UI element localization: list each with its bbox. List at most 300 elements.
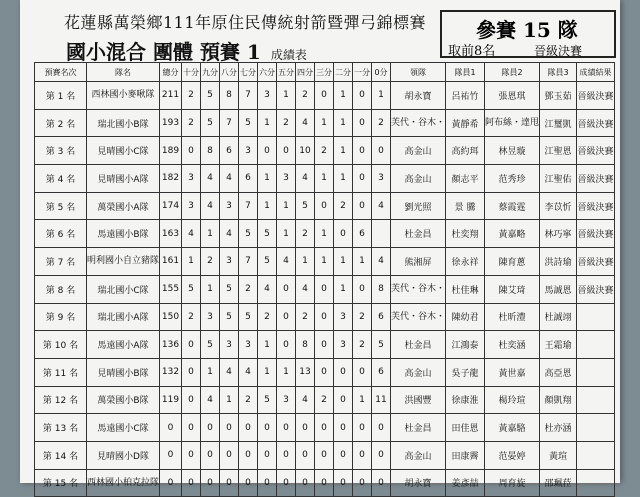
team-count-box (440, 10, 616, 58)
score-cell: 8 (372, 275, 391, 303)
column-header: 二分 (334, 63, 353, 82)
member3-cell: 鄧玉茹 (540, 82, 577, 110)
results-sheet (20, 0, 620, 490)
rank-cell: 第 9 名 (35, 303, 87, 331)
score-cell: 0 (258, 414, 277, 442)
score-cell: 6 (220, 137, 239, 165)
score-cell: 0 (201, 441, 220, 469)
member3-cell: 江璽凱 (540, 109, 577, 137)
score-cell: 3 (372, 165, 391, 193)
table-row (35, 386, 615, 414)
team-cell: 見晴國小B隊 (87, 358, 160, 386)
member2-cell: 范晏婷 (485, 441, 540, 469)
table-row (35, 441, 615, 469)
score-cell: 0 (277, 137, 296, 165)
leader-cell: 洪國豐 (391, 386, 446, 414)
team-count: 參賽 15 隊 (476, 18, 578, 42)
score-cell: 0 (372, 441, 391, 469)
team-cell: 萬榮國小B隊 (87, 386, 160, 414)
division-label: 國小混合 團體 預賽 1 (66, 40, 261, 64)
team-cell: 明利國小自立豬隊 (87, 248, 160, 276)
score-cell: 0 (277, 441, 296, 469)
leader-cell: 胡永寶 (391, 469, 446, 497)
column-header: 七分 (239, 63, 258, 82)
member1-cell: 顏志平 (446, 165, 485, 193)
total-cell: 189 (160, 137, 182, 165)
member1-cell: 吳子龍 (446, 358, 485, 386)
score-cell: 11 (372, 386, 391, 414)
leader-cell: 杜金昌 (391, 220, 446, 248)
score-cell: 4 (296, 275, 315, 303)
score-cell: 1 (258, 331, 277, 359)
member3-cell: 馬誠恩 (540, 275, 577, 303)
member3-cell: 江聖佑 (540, 165, 577, 193)
score-cell: 0 (277, 275, 296, 303)
score-cell: 5 (201, 82, 220, 110)
score-cell: 4 (182, 220, 201, 248)
member3-cell: 江聖恩 (540, 137, 577, 165)
column-header: 0分 (372, 63, 391, 82)
score-cell: 5 (258, 386, 277, 414)
score-cell: 0 (315, 82, 334, 110)
total-cell: 163 (160, 220, 182, 248)
score-cell: 0 (220, 469, 239, 497)
score-cell: 0 (182, 441, 201, 469)
table-row (35, 82, 615, 110)
score-cell: 0 (182, 414, 201, 442)
score-cell: 1 (220, 386, 239, 414)
score-cell: 5 (372, 331, 391, 359)
score-cell: 0 (315, 414, 334, 442)
result-cell: 晉級決賽 (577, 192, 615, 220)
score-cell: 3 (182, 192, 201, 220)
score-cell: 3 (182, 165, 201, 193)
score-cell: 2 (353, 303, 372, 331)
score-cell: 0 (315, 358, 334, 386)
leader-cell: 熊湘屏 (391, 248, 446, 276)
table-row (35, 331, 615, 359)
score-cell: 5 (239, 109, 258, 137)
score-cell: 4 (372, 192, 391, 220)
rank-cell: 第 2 名 (35, 109, 87, 137)
score-cell: 0 (239, 414, 258, 442)
score-cell: 1 (334, 109, 353, 137)
rank-cell: 第 15 名 (35, 469, 87, 497)
score-cell: 4 (201, 386, 220, 414)
score-cell: 0 (315, 331, 334, 359)
score-cell: 3 (239, 331, 258, 359)
score-cell: 8 (201, 137, 220, 165)
member1-cell: 高約珥 (446, 137, 485, 165)
score-cell: 2 (182, 82, 201, 110)
score-cell: 5 (201, 331, 220, 359)
member2-cell: 林昱璇 (485, 137, 540, 165)
member2-cell: 杜昕澧 (485, 303, 540, 331)
rank-cell: 第 14 名 (35, 441, 87, 469)
member2-cell: 黃嘉駱 (485, 414, 540, 442)
total-cell: 132 (160, 358, 182, 386)
result-cell (577, 303, 615, 331)
member2-cell: 阿布絲・達甩 (485, 109, 540, 137)
division-title (66, 36, 307, 65)
score-cell: 2 (372, 109, 391, 137)
score-cell: 0 (353, 165, 372, 193)
table-row (35, 109, 615, 137)
score-cell: 0 (201, 414, 220, 442)
score-cell: 6 (372, 358, 391, 386)
member2-cell: 范秀珍 (485, 165, 540, 193)
rank-cell: 第 5 名 (35, 192, 87, 220)
total-cell: 193 (160, 109, 182, 137)
total-cell: 211 (160, 82, 182, 110)
score-cell: 1 (334, 248, 353, 276)
member3-cell: 李苡忻 (540, 192, 577, 220)
column-header: 三分 (315, 63, 334, 82)
score-cell: 1 (315, 248, 334, 276)
score-cell: 5 (239, 220, 258, 248)
team-cell: 馬遠國小C隊 (87, 414, 160, 442)
column-header: 成績結果 (577, 63, 615, 82)
results-table (34, 62, 615, 497)
total-cell: 150 (160, 303, 182, 331)
team-cell: 見晴國小C隊 (87, 137, 160, 165)
score-cell: 0 (296, 414, 315, 442)
score-cell: 7 (220, 109, 239, 137)
event-title: 花蓮縣萬榮鄉111年原住民傳統射箭暨彈弓錦標賽 (64, 13, 427, 32)
score-cell: 0 (296, 441, 315, 469)
score-cell: 4 (220, 165, 239, 193)
score-cell: 2 (315, 386, 334, 414)
score-cell: 2 (182, 303, 201, 331)
header-row (35, 63, 615, 82)
team-cell: 見晴國小D隊 (87, 441, 160, 469)
score-cell: 5 (258, 220, 277, 248)
leader-cell: 杜金昌 (391, 331, 446, 359)
column-header: 隊員3 (540, 63, 577, 82)
score-cell: 0 (220, 441, 239, 469)
score-cell: 2 (239, 275, 258, 303)
score-cell: 0 (315, 441, 334, 469)
member3-cell: 杜誠翊 (540, 303, 577, 331)
member1-cell: 景 騰 (446, 192, 485, 220)
score-cell: 0 (258, 441, 277, 469)
member1-cell: 陳幼君 (446, 303, 485, 331)
score-cell: 0 (334, 414, 353, 442)
score-cell: 10 (296, 137, 315, 165)
score-cell: 8 (220, 82, 239, 110)
score-cell: 1 (353, 248, 372, 276)
score-cell: 0 (372, 414, 391, 442)
score-cell: 0 (182, 331, 201, 359)
score-cell: 0 (182, 386, 201, 414)
column-header: 十分 (182, 63, 201, 82)
results-label: 成績表 (270, 48, 307, 62)
score-cell: 4 (277, 248, 296, 276)
total-cell: 0 (160, 469, 182, 497)
member1-cell: 江鴻泰 (446, 331, 485, 359)
score-cell: 5 (201, 109, 220, 137)
score-cell: 0 (353, 441, 372, 469)
team-cell: 西林國小麥啾隊 (87, 82, 160, 110)
score-cell: 2 (334, 192, 353, 220)
member2-cell: 周育旋 (485, 469, 540, 497)
rank-cell: 第 11 名 (35, 358, 87, 386)
rank-cell: 第 4 名 (35, 165, 87, 193)
rank-cell: 第 7 名 (35, 248, 87, 276)
score-cell: 3 (277, 386, 296, 414)
score-cell: 3 (201, 303, 220, 331)
score-cell: 1 (277, 82, 296, 110)
member1-cell: 呂祐竹 (446, 82, 485, 110)
score-cell: 4 (201, 165, 220, 193)
score-cell: 3 (277, 165, 296, 193)
score-cell: 4 (258, 275, 277, 303)
table-row (35, 358, 615, 386)
leader-cell: 胡永寶 (391, 82, 446, 110)
score-cell: 1 (334, 165, 353, 193)
table-row (35, 192, 615, 220)
team-cell: 見晴國小A隊 (87, 165, 160, 193)
total-cell: 119 (160, 386, 182, 414)
score-cell: 4 (239, 358, 258, 386)
member1-cell: 徐康淮 (446, 386, 485, 414)
rank-cell: 第 12 名 (35, 386, 87, 414)
total-cell: 174 (160, 192, 182, 220)
member1-cell: 田康霽 (446, 441, 485, 469)
table-row (35, 220, 615, 248)
total-cell: 155 (160, 275, 182, 303)
score-cell: 0 (353, 414, 372, 442)
score-cell: 0 (277, 469, 296, 497)
score-cell: 0 (334, 441, 353, 469)
score-cell: 1 (334, 275, 353, 303)
table-row (35, 165, 615, 193)
score-cell: 0 (315, 303, 334, 331)
score-cell: 3 (220, 192, 239, 220)
column-header: 一分 (353, 63, 372, 82)
score-cell: 1 (315, 109, 334, 137)
column-header: 預賽名次 (35, 63, 87, 82)
total-cell: 182 (160, 165, 182, 193)
member1-cell: 黃靜希 (446, 109, 485, 137)
member2-cell: 陳育蔥 (485, 248, 540, 276)
column-header: 五分 (277, 63, 296, 82)
result-cell: 晉級決賽 (577, 275, 615, 303)
score-cell: 1 (182, 248, 201, 276)
score-cell: 2 (277, 109, 296, 137)
score-cell: 0 (201, 469, 220, 497)
score-cell: 0 (239, 469, 258, 497)
score-cell: 2 (239, 386, 258, 414)
leader-cell: 高金山 (391, 165, 446, 193)
score-cell: 5 (182, 275, 201, 303)
leader-cell: 高金山 (391, 441, 446, 469)
score-cell: 5 (220, 303, 239, 331)
score-cell: 2 (296, 303, 315, 331)
rank-cell: 第 3 名 (35, 137, 87, 165)
total-cell: 0 (160, 414, 182, 442)
score-cell: 7 (239, 192, 258, 220)
score-cell: 0 (372, 469, 391, 497)
member2-cell: 張恩琪 (485, 82, 540, 110)
member3-cell: 杜亦涵 (540, 414, 577, 442)
member3-cell: 王霜瑜 (540, 331, 577, 359)
member3-cell: 林巧寧 (540, 220, 577, 248)
result-cell (577, 414, 615, 442)
result-cell (577, 358, 615, 386)
member3-cell: 高亞恩 (540, 358, 577, 386)
score-cell: 1 (296, 248, 315, 276)
result-cell (577, 331, 615, 359)
member2-cell: 黃世嘉 (485, 358, 540, 386)
table-row (35, 414, 615, 442)
finals-note: 晉級決賽 (534, 44, 583, 58)
score-cell: 1 (315, 165, 334, 193)
total-cell: 136 (160, 331, 182, 359)
score-cell: 0 (353, 469, 372, 497)
score-cell: 2 (182, 109, 201, 137)
result-cell: 晉級決賽 (577, 220, 615, 248)
score-cell: 5 (258, 248, 277, 276)
member2-cell: 黃嘉略 (485, 220, 540, 248)
score-cell: 2 (258, 303, 277, 331)
member1-cell: 杜奕翔 (446, 220, 485, 248)
score-cell: 3 (258, 82, 277, 110)
score-cell: 1 (277, 358, 296, 386)
result-cell (577, 469, 615, 497)
column-header: 隊員1 (446, 63, 485, 82)
score-cell: 0 (353, 109, 372, 137)
column-header: 八分 (220, 63, 239, 82)
score-cell: 4 (372, 248, 391, 276)
score-cell: 5 (296, 192, 315, 220)
score-cell (372, 220, 391, 248)
score-cell: 0 (239, 441, 258, 469)
member3-cell: 顏凱翔 (540, 386, 577, 414)
score-cell: 6 (239, 165, 258, 193)
score-cell: 5 (239, 303, 258, 331)
score-cell: 0 (296, 469, 315, 497)
score-cell: 0 (353, 275, 372, 303)
score-cell: 2 (201, 248, 220, 276)
rank-cell: 第 1 名 (35, 82, 87, 110)
score-cell: 1 (277, 192, 296, 220)
score-cell: 1 (258, 358, 277, 386)
column-header: 總分 (160, 63, 182, 82)
score-cell: 4 (201, 192, 220, 220)
result-cell: 晉級決賽 (577, 165, 615, 193)
team-cell: 瑞北國小B隊 (87, 109, 160, 137)
score-cell: 6 (372, 303, 391, 331)
member2-cell: 杜奕涵 (485, 331, 540, 359)
member2-cell: 陳艾琦 (485, 275, 540, 303)
score-cell: 0 (353, 192, 372, 220)
score-cell: 2 (296, 82, 315, 110)
table-row (35, 469, 615, 497)
member2-cell: 蔡霞霆 (485, 192, 540, 220)
total-cell: 0 (160, 441, 182, 469)
member3-cell: 洪詩瑜 (540, 248, 577, 276)
score-cell: 2 (296, 220, 315, 248)
score-cell: 13 (296, 358, 315, 386)
leader-cell: 芙代・谷木・ (391, 109, 446, 137)
score-cell: 0 (353, 82, 372, 110)
score-cell: 0 (334, 358, 353, 386)
score-cell: 0 (353, 137, 372, 165)
score-cell: 4 (220, 220, 239, 248)
score-cell: 2 (315, 137, 334, 165)
sheet-header (20, 0, 620, 62)
rank-cell: 第 10 名 (35, 331, 87, 359)
rank-cell: 第 6 名 (35, 220, 87, 248)
table-body (35, 82, 615, 497)
score-cell: 3 (334, 303, 353, 331)
leader-cell: 杜金昌 (391, 414, 446, 442)
score-cell: 0 (182, 137, 201, 165)
score-cell: 1 (334, 82, 353, 110)
score-cell: 3 (220, 331, 239, 359)
score-cell: 0 (277, 331, 296, 359)
score-cell: 4 (296, 109, 315, 137)
score-cell: 5 (220, 275, 239, 303)
score-cell: 0 (258, 469, 277, 497)
team-cell: 瑞北國小A隊 (87, 303, 160, 331)
score-cell: 0 (182, 358, 201, 386)
table-row (35, 248, 615, 276)
score-cell: 0 (277, 303, 296, 331)
score-cell: 3 (220, 248, 239, 276)
member2-cell: 楊玲瑄 (485, 386, 540, 414)
score-cell: 1 (372, 82, 391, 110)
team-cell: 馬遠國小B隊 (87, 220, 160, 248)
score-cell: 0 (315, 275, 334, 303)
score-cell: 0 (372, 137, 391, 165)
result-cell (577, 441, 615, 469)
score-cell: 1 (201, 275, 220, 303)
leader-cell: 芙代・谷木・ (391, 303, 446, 331)
score-cell: 3 (239, 137, 258, 165)
total-cell: 161 (160, 248, 182, 276)
score-cell: 7 (239, 82, 258, 110)
result-cell: 晉級決賽 (577, 137, 615, 165)
score-cell: 0 (334, 386, 353, 414)
score-cell: 4 (296, 165, 315, 193)
rank-cell: 第 8 名 (35, 275, 87, 303)
member3-cell: 邵珮菈 (540, 469, 577, 497)
score-cell: 1 (277, 220, 296, 248)
score-cell: 0 (353, 358, 372, 386)
member3-cell: 黃瑄 (540, 441, 577, 469)
team-cell: 瑞北國小C隊 (87, 275, 160, 303)
score-cell: 0 (334, 469, 353, 497)
column-header: 九分 (201, 63, 220, 82)
advance-note: 取前8名 (448, 44, 496, 59)
team-cell: 馬遠國小A隊 (87, 331, 160, 359)
member1-cell: 杜佳琳 (446, 275, 485, 303)
column-header: 六分 (258, 63, 277, 82)
column-header: 領隊 (391, 63, 446, 82)
member1-cell: 徐永祥 (446, 248, 485, 276)
score-cell: 6 (353, 220, 372, 248)
score-cell: 2 (353, 331, 372, 359)
score-cell: 0 (277, 414, 296, 442)
result-cell: 晉級決賽 (577, 109, 615, 137)
score-cell: 7 (239, 248, 258, 276)
member1-cell: 姜彥喆 (446, 469, 485, 497)
score-cell: 1 (201, 358, 220, 386)
score-cell: 8 (296, 331, 315, 359)
table-row (35, 303, 615, 331)
